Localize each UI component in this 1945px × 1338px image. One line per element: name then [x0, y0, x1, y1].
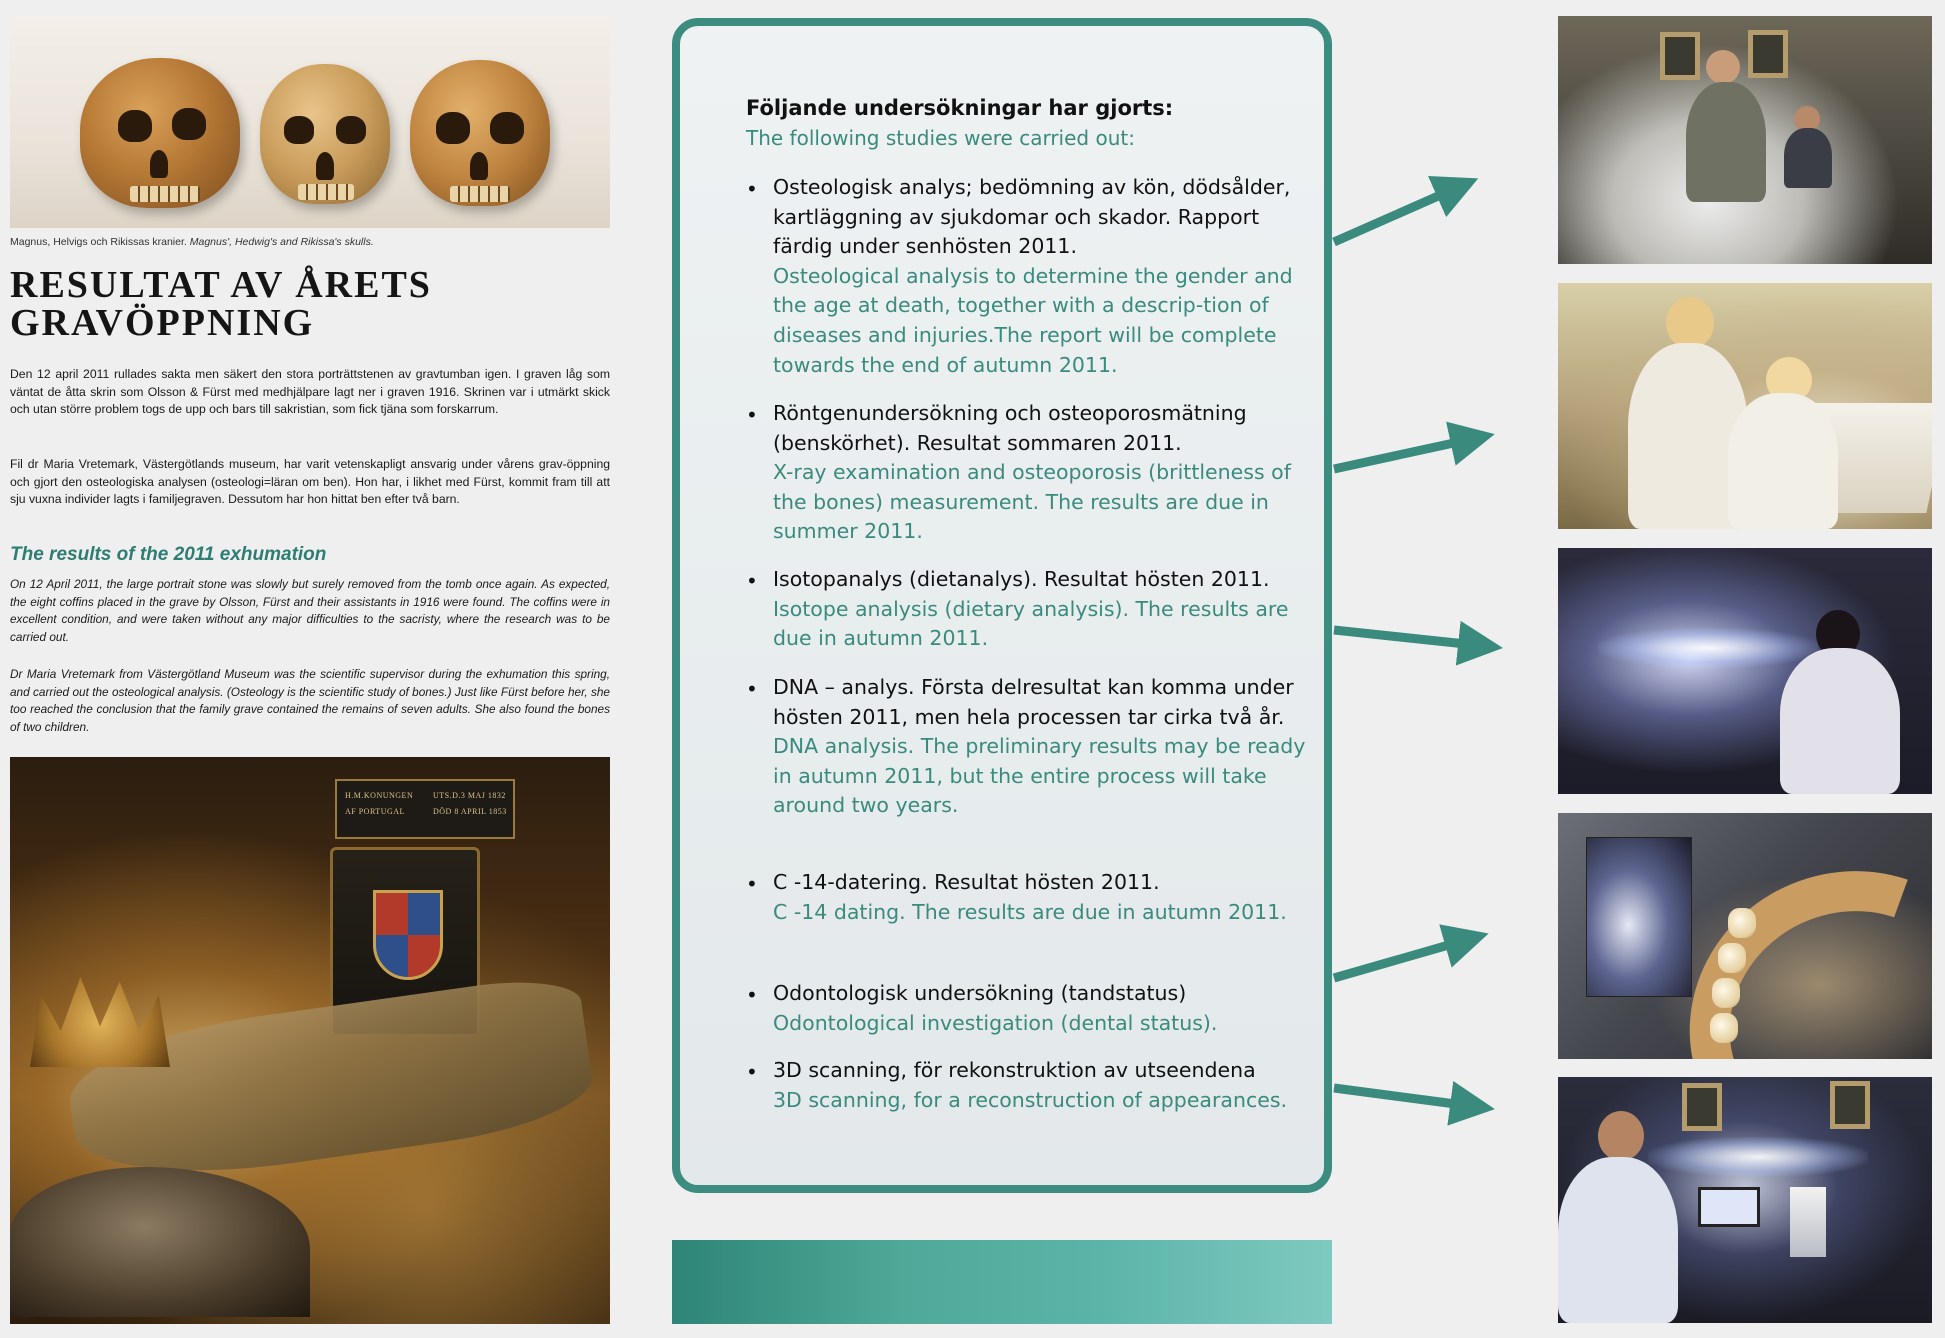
wall-picture [1660, 32, 1700, 80]
study-text-en: DNA analysis. The preliminary results may be ready in autumn 2011, but the entire process will take around two years. [773, 734, 1306, 818]
plaque-text: H.M.KONUNGEN [345, 791, 414, 800]
inset-photo-scanning [1586, 837, 1692, 997]
tomb-plaque [335, 779, 515, 839]
tomb-effigy-photo [10, 757, 610, 1324]
researcher [1780, 648, 1900, 794]
tooth [1710, 1013, 1738, 1043]
nurse-2 [1728, 393, 1838, 529]
skull-magnus [80, 58, 240, 208]
arrow-to-photo-3 [1334, 630, 1494, 647]
body-en-paragraph-2: Dr Maria Vretemark from Västergötland Museum was the scientific supervisor during the exhumation this spring, and carried out the osteological analysis. (Osteology is the scientific study of bones.) Just like Fürst before her, she too reached the conclusion that the family grave contained the remains of seven adults. She also found the bones of two children. [10, 667, 610, 734]
skull-rikissa [410, 60, 550, 206]
skull-hedwig [260, 64, 390, 204]
3d-scanner [1790, 1187, 1826, 1257]
study-text-en: Odontological investigation (dental status). [773, 1010, 1218, 1035]
bullet-icon: • [746, 983, 758, 1007]
panel-heading-sv: Följande undersökningar har gjorts: [746, 96, 1174, 120]
study-text-sv: Isotopanalys (dietanalys). Resultat hösten 2011. [773, 567, 1270, 591]
wall-picture [1830, 1081, 1870, 1129]
article-title-sv [10, 266, 610, 342]
body-sv-paragraph-2: Fil dr Maria Vretemark, Västergötlands museum, har varit vetenskapligt ansvarig under vårens grav-öppning och gjort den osteologiska analysen (osteologi=läran om ben). Hon har, i likhet med Fürst, kommit fram till att sju vuxna individer lagts i familjegraven. Dessutom har hon hittat ben efter två barn. [10, 457, 610, 506]
study-item-odontology [746, 979, 1306, 1038]
tooth [1712, 978, 1740, 1008]
study-text-en: X-ray examination and osteoporosis (brittleness of the bones) measurement. The results are due in summer 2011. [773, 460, 1291, 544]
study-text-sv: C -14-datering. Resultat hösten 2011. [773, 870, 1160, 894]
photo-osteology-lab [1558, 16, 1932, 264]
study-item-3d-scanning [746, 1056, 1306, 1115]
study-text-en: Osteological analysis to determine the gender and the age at death, together with a descrip-tion of diseases and injuries.The report will be complete towards the end of autumn 2011. [773, 263, 1293, 377]
study-text-sv: DNA – analys. Första delresultat kan komma under hösten 2011, men hela processen tar cirka två år. [773, 675, 1294, 729]
photo-xray-examination [1558, 283, 1932, 529]
body-sv-paragraph-1: Den 12 april 2011 rullades sakta men säkert den stora porträttstenen av gravtumban igen. I graven låg som väntat de åtta skrin som Olsson & Fürst med medhjälpare lagt ner i graven 1916. Skrinen var i utmärkt skick och utan större problem togs de upp och bars till sakristian, som fick tjäna som forskarrum. [10, 367, 610, 416]
assistant [1784, 128, 1832, 188]
study-text-sv: Odontologisk undersökning (tandstatus) [773, 981, 1187, 1005]
panel-heading-en: The following studies were carried out: [746, 126, 1135, 150]
lamp-glow [1598, 628, 1818, 668]
researcher [1686, 82, 1766, 202]
researcher-head [1598, 1111, 1644, 1161]
body-en-paragraph-1: On 12 April 2011, the large portrait stone was slowly but surely removed from the tomb once again. As expected, the eight coffins placed in the grave by Olsson, Fürst and their assistants in 1916 were found. The coffins were in excellent condition, and were taken without any major difficulties to the sacristy, where the research was to be carried out. [10, 577, 610, 644]
study-item-isotope [746, 565, 1306, 654]
crown-icon [30, 977, 170, 1067]
title-line-2: GRAVÖPPNING [10, 302, 315, 344]
article-title-en: The results of the 2011 exhumation [10, 544, 327, 565]
tooth [1728, 908, 1756, 938]
bullet-icon: • [746, 403, 758, 427]
plaque-text: DÖD 8 APRIL 1853 [433, 807, 507, 816]
caption-sv: Magnus, Helvigs och Rikissas kranier. [10, 236, 187, 248]
tooth [1718, 943, 1746, 973]
study-text-sv: 3D scanning, för rekonstruktion av utseendena [773, 1058, 1256, 1082]
effigy-face [10, 1167, 310, 1317]
study-text-sv: Osteologisk analys; bedömning av kön, dödsålder, kartläggning av sjukdomar och skador. Rapport färdig under senhösten 2011. [773, 175, 1291, 259]
bullet-icon: • [746, 872, 758, 896]
decorative-gradient-bar [672, 1240, 1332, 1324]
bullet-icon: • [746, 569, 758, 593]
wall-picture [1748, 30, 1788, 78]
studies-panel [672, 18, 1332, 1193]
coat-of-arms-icon [373, 890, 443, 980]
bullet-icon: • [746, 177, 758, 201]
plaque-text: AF PORTUGAL [345, 807, 405, 816]
study-item-osteology [746, 173, 1306, 380]
skulls-photo [10, 16, 610, 228]
researcher-head [1706, 50, 1740, 84]
lamp-glow [1648, 1137, 1868, 1177]
study-item-c14 [746, 868, 1306, 927]
plaque-text: UTS.D.3 MAJ 1832 [433, 791, 506, 800]
study-item-xray [746, 399, 1306, 547]
researcher [1558, 1157, 1678, 1323]
photo-3d-scanning [1558, 1077, 1932, 1323]
arrow-to-photo-4 [1334, 936, 1480, 978]
bullet-icon: • [746, 1060, 758, 1084]
study-text-en: C -14 dating. The results are due in autumn 2011. [773, 899, 1287, 924]
nurse-head [1666, 297, 1714, 349]
arrow-to-photo-1 [1334, 182, 1470, 242]
study-text-en: Isotope analysis (dietary analysis). The results are due in autumn 2011. [773, 596, 1289, 651]
bullet-icon: • [746, 677, 758, 701]
study-text-sv: Röntgenundersökning och osteoporosmätning (benskörhet). Resultat sommaren 2011. [773, 401, 1247, 455]
photo-isotope-sampling [1558, 548, 1932, 794]
study-item-dna [746, 673, 1306, 821]
study-text-en: 3D scanning, for a reconstruction of appearances. [773, 1087, 1288, 1112]
arrow-to-photo-5 [1334, 1088, 1486, 1108]
title-line-1: RESULTAT AV ÅRETS [10, 264, 432, 306]
laptop-screen [1698, 1187, 1760, 1227]
caption-en: Magnus', Hedwig's and Rikissa's skulls. [189, 236, 374, 248]
skulls-caption [10, 236, 610, 248]
photo-dental-jaw [1558, 813, 1932, 1059]
arrow-to-photo-2 [1334, 436, 1486, 469]
wall-picture [1682, 1083, 1722, 1131]
